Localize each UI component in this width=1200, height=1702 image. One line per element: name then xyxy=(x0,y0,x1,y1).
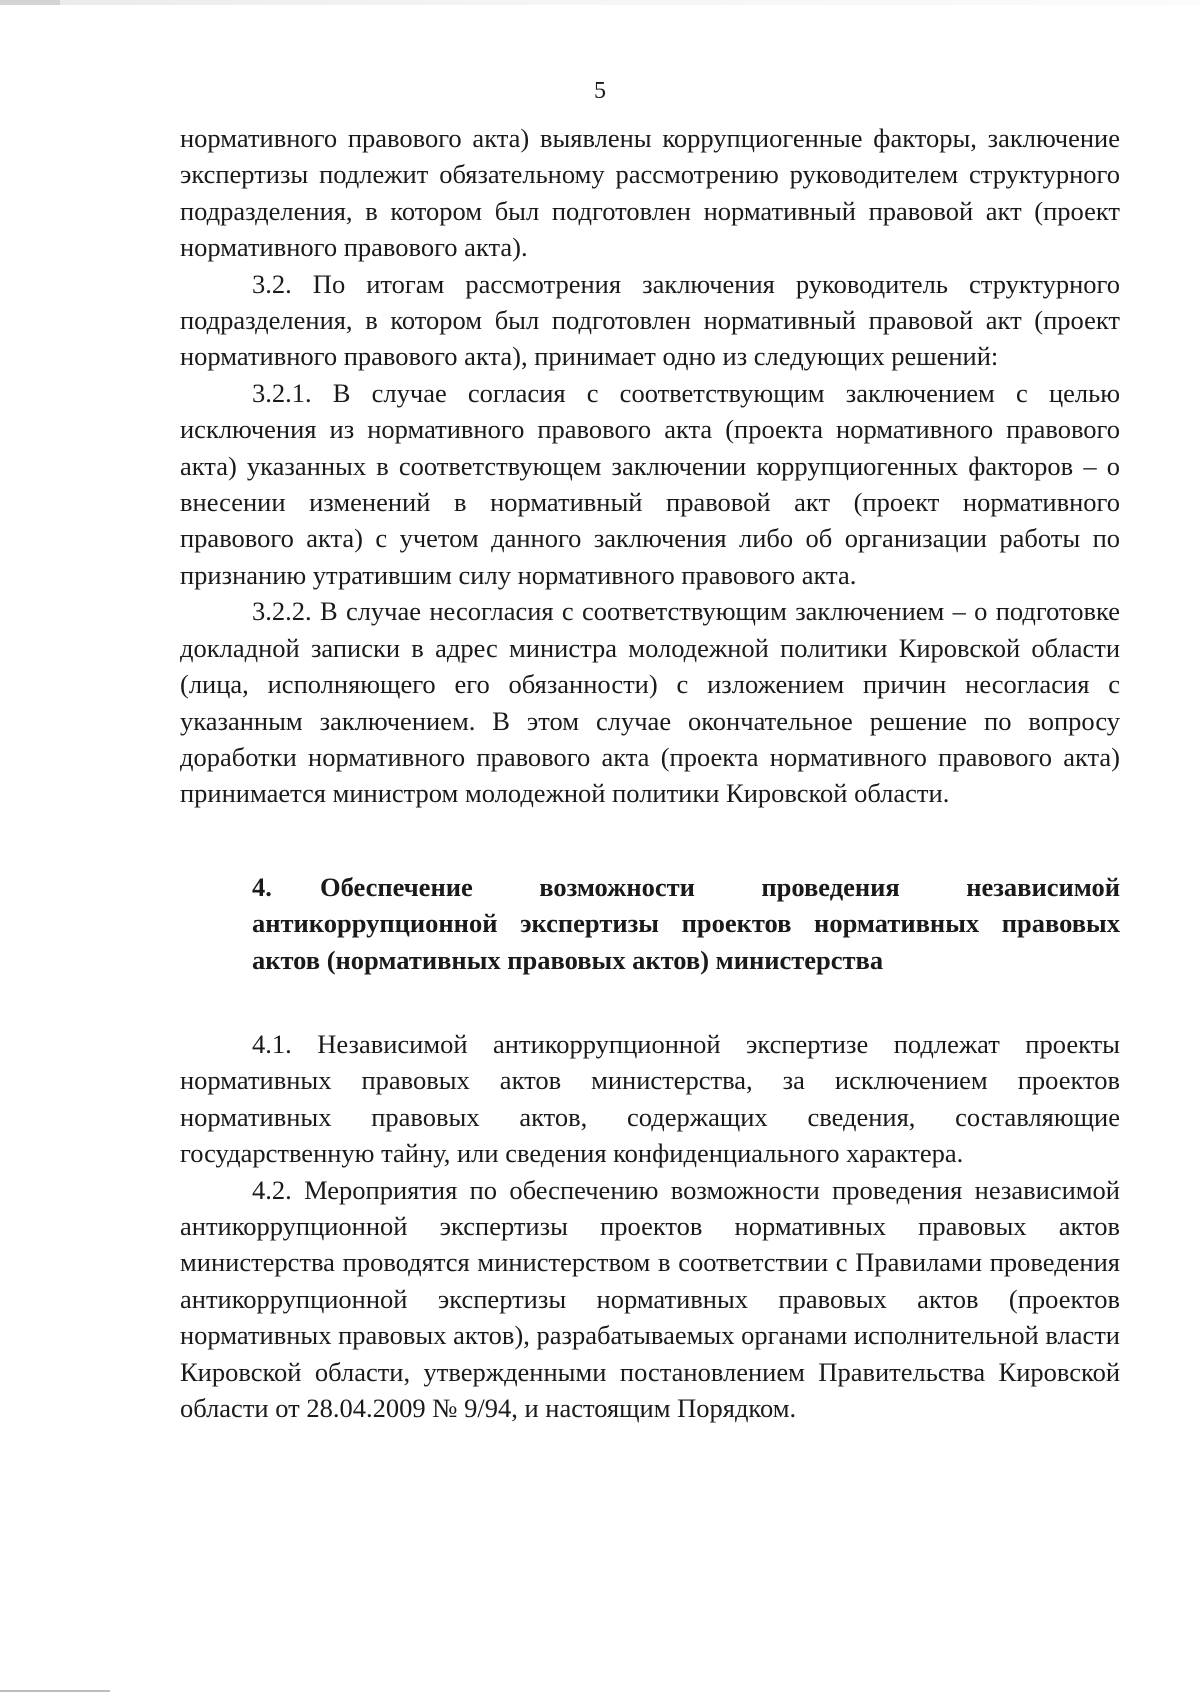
section-heading-4 xyxy=(252,869,1120,978)
page-number: 5 xyxy=(594,78,606,104)
paragraph-4-1: 4.1. Независимой антикоррупционной экспертизе подлежат проекты нормативных правовых актов министерства, за исключением проектов нормативных правовых актов, содержащих сведения, составляющие государственную тайну, или сведения конфиденциального характера. xyxy=(180,1028,1120,1169)
paragraph-3-2-1: 3.2.1. В случае согласия с соответствующим заключением с целью исключения из нормативного правового акта (проекта нормативного правового акта) указанных в соответствующем заключении коррупциогенных факторов – о внесении изменений в нормативный правовой акт (проект нормативного правового акта) с учетом данного заключения либо об организации работы по признанию утратившим силу нормативного правового акта. xyxy=(180,377,1120,590)
paragraph-3-2: 3.2. По итогам рассмотрения заключения руководитель структурного подразделения, в котором был подготовлен нормативный правовой акт (проект нормативного правового акта), принимает одно из следующих решений: xyxy=(180,268,1120,372)
paragraph-4-2: 4.2. Мероприятия по обеспечению возможности проведения независимой антикоррупционной экспертизы проектов нормативных правовых актов министерства проводятся министерством в соответствии с Правилами проведения антикоррупционной экспертизы нормативных правовых актов (проектов нормативных правовых актов), разрабатываемых органами исполнительной власти Кировской области, утвержденными постановлением Правительства Кировской области от 28.04.2009 № 9/94, и настоящим Порядком. xyxy=(180,1174,1120,1423)
scan-edge-top xyxy=(0,0,1200,5)
section-heading-number: 4. xyxy=(252,871,272,902)
paragraph-3-2-2: 3.2.2. В случае несогласия с соответствующим заключением – о подготовке докладной записки в адрес министра молодежной политики Кировской области (лица, исполняющего его обязанности) с изложением причин несогласия с указанным заключением. В этом случае окончательное решение по вопросу доработки нормативного правового акта (проекта нормативного правового акта) принимается министром молодежной политики Кировской области. xyxy=(180,596,1120,809)
spacer xyxy=(180,812,1120,869)
section-heading-text: Обеспечение возможности проведения независимой антикоррупционной экспертизы проектов нормативных правовых актов (нормативных правовых актов) министерства xyxy=(252,871,1120,975)
scan-edge-bottom xyxy=(0,1690,110,1692)
document-body xyxy=(180,120,1120,1426)
spacer xyxy=(180,978,1120,1026)
paragraph-continuation: нормативного правового акта) выявлены коррупциогенные факторы, заключение экспертизы подлежит обязательному рассмотрению руководителем структурного подразделения, в котором был подготовлен нормативный правовой акт (проект нормативного правового акта). xyxy=(180,123,1120,263)
